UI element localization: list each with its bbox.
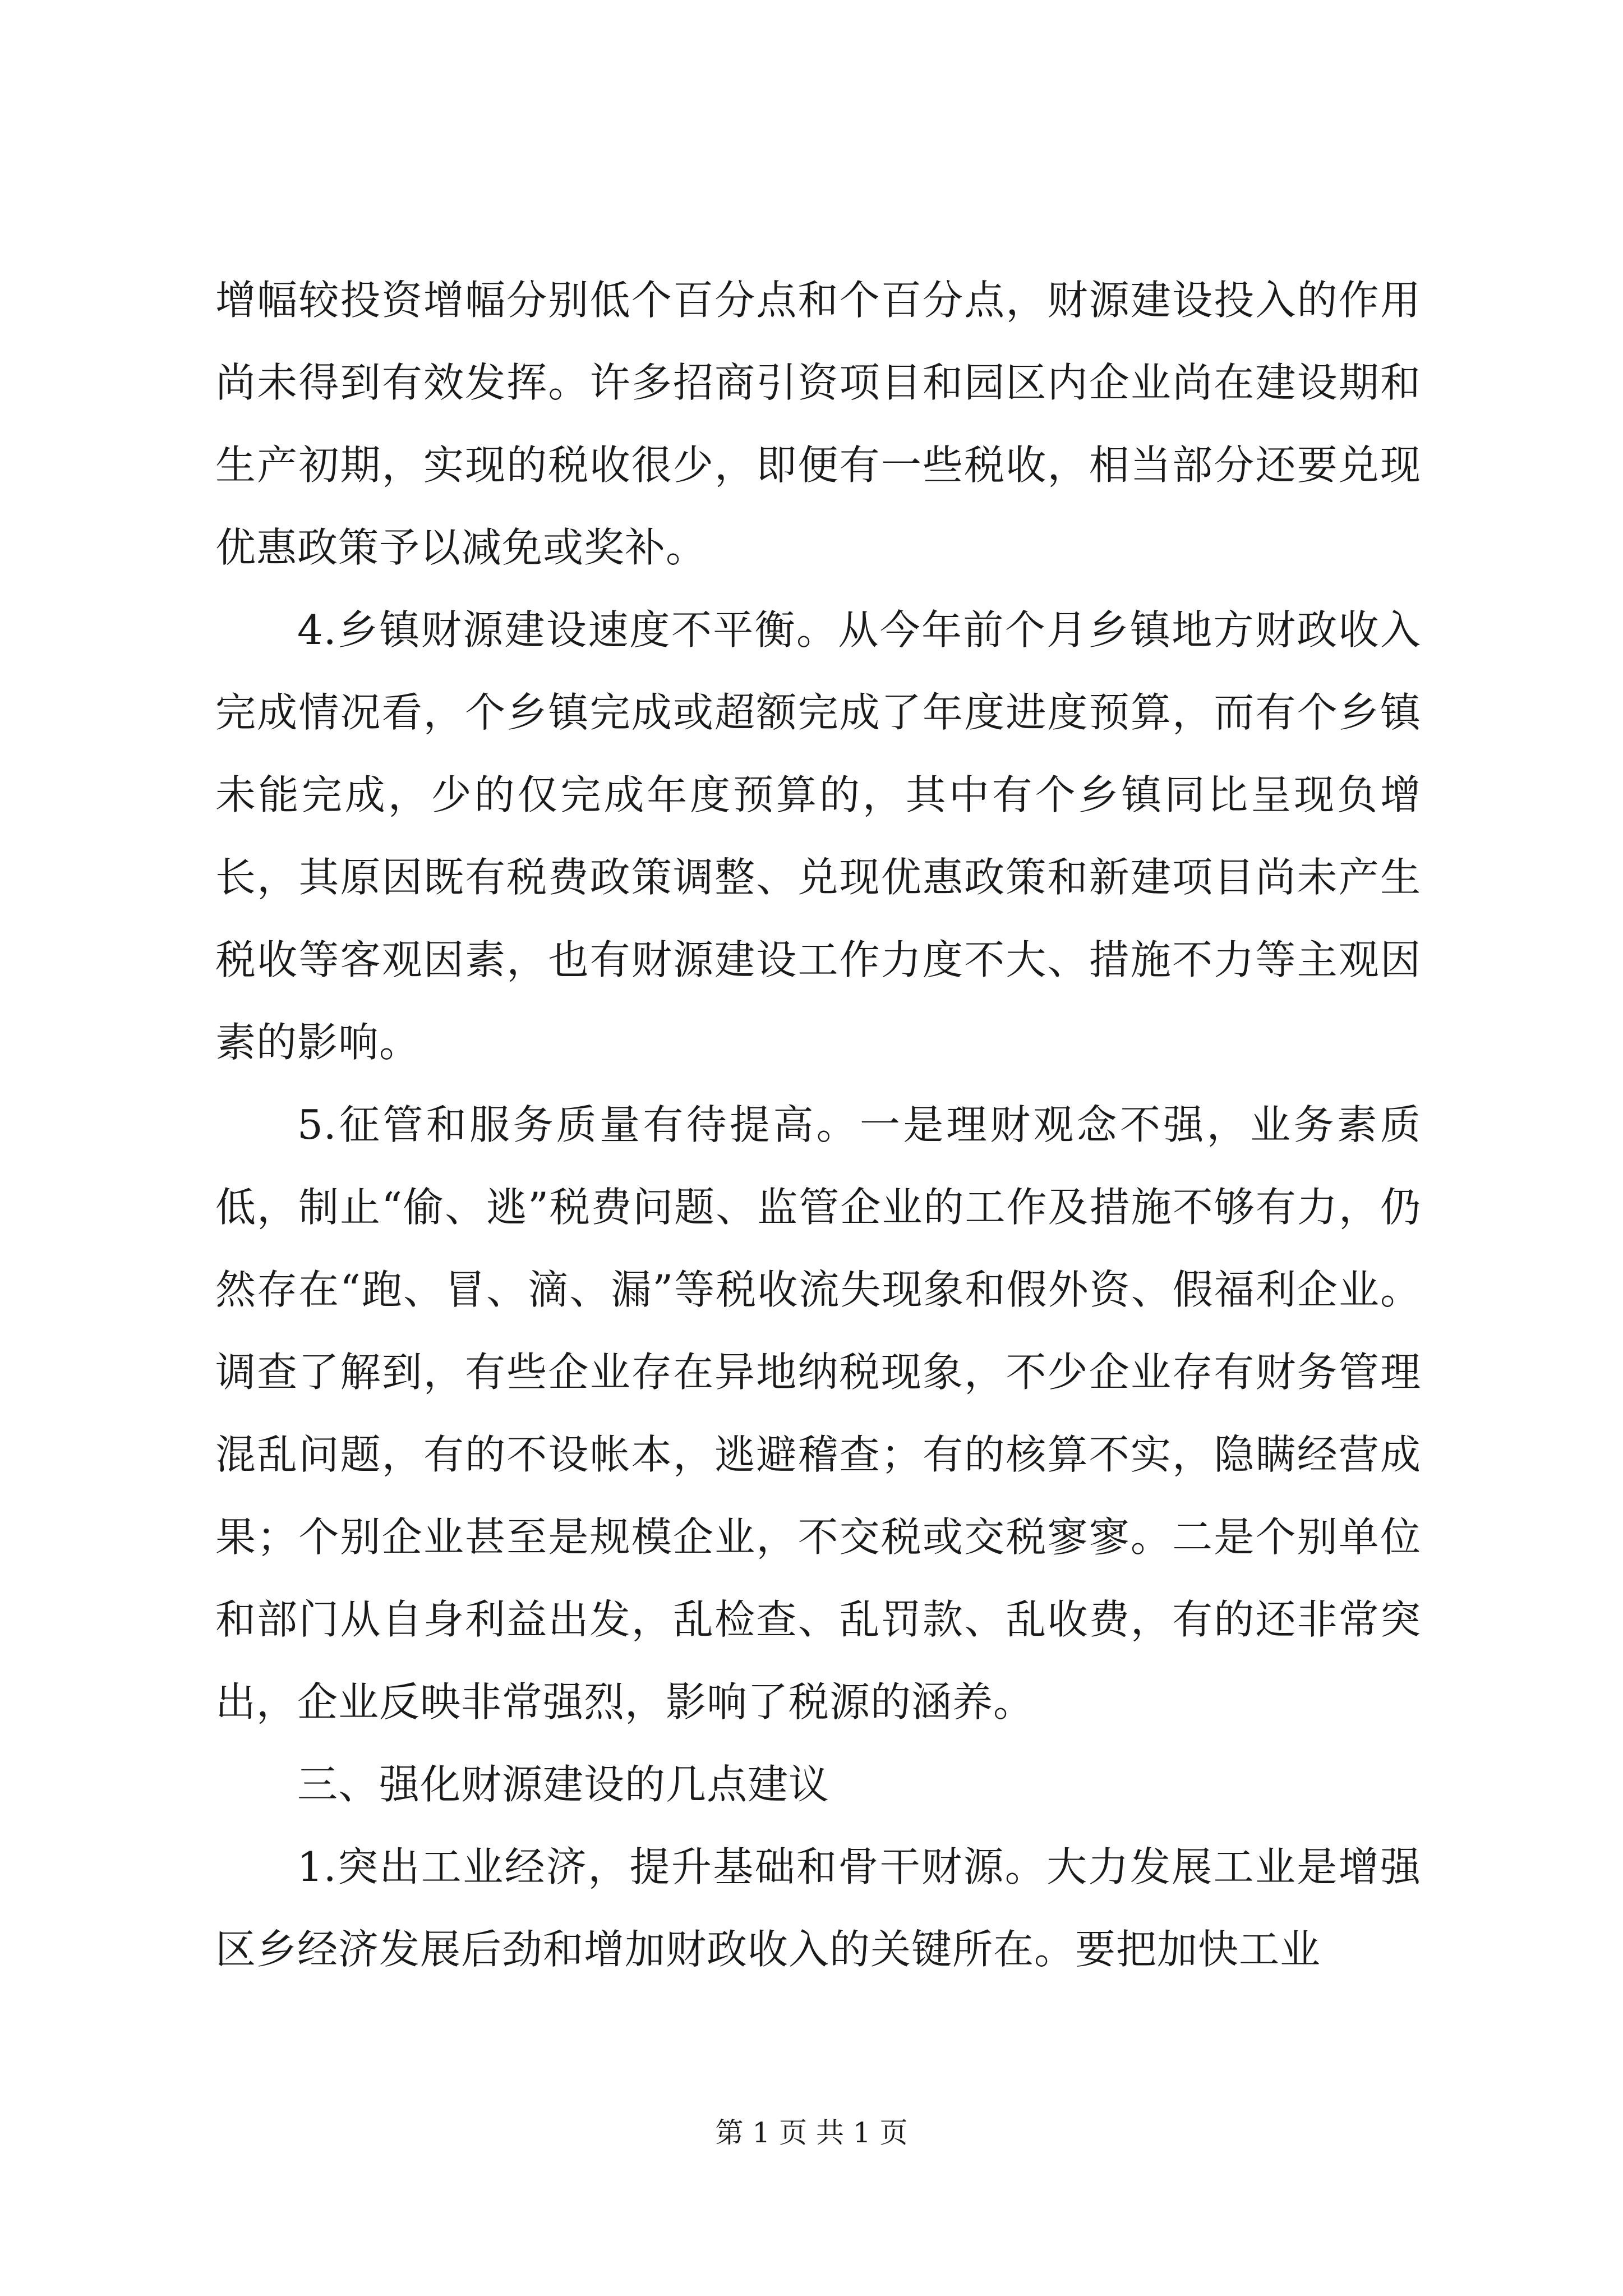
section-heading-suggestions: 三、强化财源建设的几点建议 — [297, 1761, 830, 1808]
paragraph-industrial-economy: 1.突出工业经济，提升基础和骨干财源。大力发展工业是增强区乡经济发展后劲和增加财政收入的关键所在。要把加快工业 — [215, 1843, 1421, 1973]
page-footer: 第 1 页 共 1 页 — [715, 2116, 908, 2149]
paragraph-township-imbalance: 4.乡镇财源建设速度不平衡。从今年前个月乡镇地方财政收入完成情况看，个乡镇完成或超额完成了年度进度预算，而有个乡镇未能完成，少的仅完成年度预算的，其中有个乡镇同比呈现负增长，其原因既有税费政策调整、兑现优惠政策和新建项目尚未产生税收等客观因素，也有财源建设工作力度不大、措施不力等主观因素的影响。 — [215, 606, 1421, 1066]
paragraph-collection-service: 5.征管和服务质量有待提高。一是理财观念不强，业务素质低，制止“偷、逃”税费问题、监管企业的工作及措施不够有力，仍然存在“跑、冒、滴、漏”等税收流失现象和假外资、假福利企业。调查了解到，有些企业存在异地纳税现象，不少企业存有财务管理混乱问题，有的不设帐本，逃避稽查；有的核算不实，隐瞒经营成果；个别企业甚至是规模企业，不交税或交税寥寥。二是个别单位和部门从自身利益出发，乱检查、乱罚款、乱收费，有的还非常突出，企业反映非常强烈，影响了税源的涵养。 — [215, 1101, 1421, 1726]
paragraph-continuation: 增幅较投资增幅分别低个百分点和个百分点，财源建设投入的作用尚未得到有效发挥。许多招商引资项目和园区内企业尚在建设期和生产初期，实现的税收很少，即便有一些税收，相当部分还要兑现优惠政策予以减免或奖补。 — [215, 277, 1421, 571]
document-body — [215, 259, 1421, 1991]
